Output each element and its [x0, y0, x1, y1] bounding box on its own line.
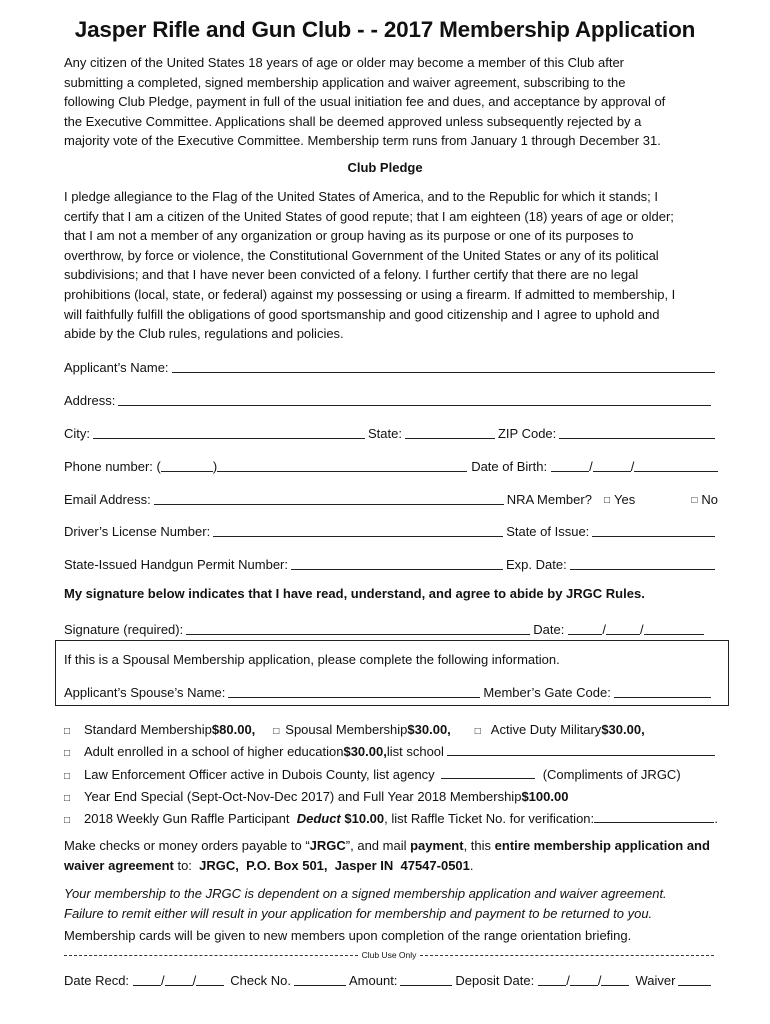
mail-text: . [469, 857, 474, 873]
intro-line: the Executive Committee. Applications shall be deemed approved unless subsequently rejected by a [64, 113, 642, 129]
date-slash: / [566, 973, 570, 988]
date-slash: / [639, 622, 644, 637]
pledge-line: certify that I am a citizen of the United States of good repute; that I am eighteen (18) years of age or older; [64, 208, 674, 224]
spousal-label: Spousal Membership [285, 722, 408, 737]
standard-label: Standard Membership [84, 722, 212, 737]
raffle-ticket-field[interactable] [594, 810, 714, 823]
waiver-label: Waiver [635, 973, 676, 988]
signature-year-field[interactable] [644, 620, 704, 635]
standard-checkbox[interactable]: □ [64, 726, 71, 737]
spouse-name-field[interactable] [228, 683, 480, 698]
amount-label: Amount: [349, 973, 398, 988]
pledge-heading: Club Pledge [347, 160, 423, 175]
address-row [64, 388, 714, 408]
zip-label: ZIP Code: [497, 426, 557, 441]
pledge-line: that I am not a member of any organization or group having as its purpose or one of its purposes to [64, 228, 634, 244]
name-row [64, 355, 718, 375]
state-label: State: [368, 426, 402, 441]
exp-label: Exp. Date: [506, 557, 567, 572]
dob-slash: / [589, 459, 593, 474]
raffle-price: $10.00 [340, 811, 385, 826]
nra-no-label: No [701, 492, 718, 507]
license-row [64, 519, 718, 539]
dependency-note [64, 884, 724, 923]
student-label: Adult enrolled in a school of higher education [84, 744, 344, 759]
yearend-price: $100.00 [521, 789, 569, 804]
phone-dob-row [64, 454, 718, 474]
pledge-line: prohibitions (local, state, or federal) against my possessing or using a firearm. If admitted to membership, I [64, 286, 676, 302]
spousal-checkbox[interactable]: □ [273, 726, 280, 737]
dob-year-field[interactable] [634, 457, 718, 472]
date-slash: / [597, 973, 602, 988]
signature-month-field[interactable] [568, 620, 602, 635]
email-label: Email Address: [64, 492, 151, 507]
option-row-leo [64, 764, 716, 782]
signature-date-label: Date: [533, 622, 565, 637]
raffle-checkbox[interactable]: □ [64, 815, 71, 826]
pledge-line: I pledge allegiance to the Flag of the United States of America, and to the Republic for which it stands; I [64, 189, 659, 204]
agency-field[interactable] [441, 766, 535, 779]
dob-slash: / [630, 459, 635, 474]
exp-field[interactable] [570, 555, 715, 570]
city-field[interactable] [93, 424, 365, 439]
permit-field[interactable] [291, 555, 503, 570]
dob-label: Date of Birth: [471, 459, 548, 474]
license-field[interactable] [213, 522, 503, 537]
check-no-field[interactable] [294, 971, 346, 986]
mail-entire: entire membership application and waiver agreement [64, 838, 710, 873]
name-field[interactable] [172, 358, 715, 373]
city-label: City: [64, 426, 90, 441]
state-issue-label: State of Issue: [506, 524, 590, 539]
military-price: $30.00, [601, 722, 645, 737]
raffle-label: 2018 Weekly Gun Raffle Participant [84, 811, 297, 826]
standard-price: $80.00, [211, 722, 256, 737]
date-slash: / [192, 973, 197, 988]
deposit-month-field[interactable] [538, 971, 566, 986]
military-checkbox[interactable]: □ [474, 726, 481, 737]
phone-field[interactable] [217, 457, 467, 472]
permit-row [64, 552, 718, 572]
intro-line: submitting a completed, signed membership application and waiver agreement, subscribing to the [64, 74, 626, 90]
dob-day-field[interactable] [593, 457, 631, 472]
mail-text: ”, and mail [345, 838, 411, 853]
state-field[interactable] [405, 424, 495, 439]
payee-name: JRGC [309, 838, 346, 853]
club-use-row [64, 968, 714, 988]
school-field[interactable] [447, 743, 715, 756]
phone-label: Phone number: ( [64, 459, 161, 474]
license-label: Driver’s License Number: [64, 524, 211, 539]
italic-line: Failure to remit either will result in your application for membership and payment to be returned to you. [64, 905, 653, 921]
date-slash: / [161, 973, 165, 988]
address-label: Address: [64, 393, 116, 408]
date-slash: / [602, 622, 606, 637]
mail-payment: payment [410, 838, 464, 853]
name-label: Applicant’s Name: [64, 360, 169, 375]
date-recd-day-field[interactable] [165, 971, 193, 986]
spouse-note: If this is a Spousal Membership application, please complete the following information. [64, 652, 560, 667]
email-nra-row [64, 487, 718, 507]
cards-note: Membership cards will be given to new members upon completion of the range orientation briefing. [64, 928, 632, 943]
option-row-student [64, 741, 718, 759]
waiver-field[interactable] [678, 971, 711, 986]
nra-yes-checkbox[interactable]: □ [603, 495, 610, 506]
gate-code-label: Member’s Gate Code: [483, 685, 611, 700]
dob-month-field[interactable] [551, 457, 589, 472]
spouse-note-row [64, 647, 718, 667]
signature-day-field[interactable] [606, 620, 640, 635]
raffle-end: . [714, 811, 718, 826]
club-use-divider [64, 950, 714, 960]
deposit-date-label: Deposit Date: [455, 973, 535, 988]
pledge-line: abide by the Club rules, regulations and policies. [64, 326, 344, 342]
military-label: Active Duty Military [490, 722, 602, 737]
date-recd-month-field[interactable] [133, 971, 161, 986]
yearend-checkbox[interactable]: □ [64, 793, 71, 804]
leo-tail: (Compliments of JRGC) [542, 767, 681, 782]
leo-label: Law Enforcement Officer active in Dubois County, list agency [84, 767, 435, 782]
phone-paren: ) [212, 459, 218, 474]
raffle-tail: , list Raffle Ticket No. for verification: [384, 811, 595, 826]
nra-yes-label: Yes [614, 492, 636, 507]
mail-address: JRGC, P.O. Box 501, Jasper IN 47547-0501 [199, 857, 470, 873]
divider-dash [420, 955, 714, 956]
student-tail: list school [386, 744, 444, 759]
intro-line: Any citizen of the United States 18 years of age or older may become a member of this Club after [64, 55, 625, 70]
nra-label: NRA Member? [506, 492, 592, 507]
signature-row [64, 617, 704, 637]
pledge-line: overthrow, by force or violence, the Constitutional Government of the United States or any of its political [64, 247, 659, 263]
permit-label: State-Issued Handgun Permit Number: [64, 557, 288, 572]
raffle-deduct: Deduct [296, 811, 341, 826]
club-use-label: Club Use Only [361, 950, 417, 960]
zip-field[interactable] [559, 424, 715, 439]
intro-paragraph [64, 53, 724, 151]
pledge-line: will faithfully fulfill the obligations of good sportsmanship and good citizenship and I agree to uphold and [64, 306, 660, 322]
date-recd-label: Date Recd: [64, 973, 130, 988]
student-checkbox[interactable]: □ [64, 748, 71, 759]
area-code-field[interactable] [161, 457, 213, 472]
option-row-main [64, 719, 724, 737]
nra-no-checkbox[interactable]: □ [691, 495, 698, 506]
spouse-name-label: Applicant’s Spouse’s Name: [64, 685, 226, 700]
spousal-price: $30.00, [407, 722, 451, 737]
signature-field[interactable] [186, 620, 530, 635]
mailing-instructions [64, 836, 724, 875]
deposit-day-field[interactable] [570, 971, 598, 986]
student-price: $30.00, [343, 744, 387, 759]
mail-text: Make checks or money orders payable to “ [64, 838, 310, 853]
date-recd-year-field[interactable] [196, 971, 224, 986]
leo-checkbox[interactable]: □ [64, 771, 71, 782]
option-row-yearend [64, 786, 724, 804]
address-field[interactable] [118, 391, 711, 406]
italic-line: Your membership to the JRGC is dependent on a signed membership application and waiver agreement. [64, 886, 667, 901]
amount-field[interactable] [400, 971, 452, 986]
divider-dash [64, 955, 358, 956]
gate-code-field[interactable] [614, 683, 711, 698]
intro-line: following Club Pledge, payment in full of the usual initiation fee and dues, and acceptance by approval of [64, 94, 666, 110]
intro-line: majority vote of the Executive Committee. Membership term runs from January 1 through December 31. [64, 133, 661, 149]
pledge-line: subdivisions; and that I have never been convicted of a felony. I further certify that there are no legal [64, 267, 639, 283]
check-no-label: Check No. [230, 973, 291, 988]
signature-label: Signature (required): [64, 622, 184, 637]
yearend-label: Year End Special (Sept-Oct-Nov-Dec 2017) and Full Year 2018 Membership [84, 789, 522, 804]
mail-text: , this [463, 838, 495, 853]
option-row-raffle [64, 808, 718, 826]
agreement-statement: My signature below indicates that I have read, understand, and agree to abide by JRGC Rules. [64, 586, 645, 601]
deposit-year-field[interactable] [601, 971, 629, 986]
city-state-zip-row [64, 421, 718, 441]
email-field[interactable] [154, 490, 504, 505]
pledge-paragraph [64, 187, 724, 344]
state-issue-field[interactable] [592, 522, 715, 537]
mail-text: to: [173, 857, 200, 873]
spouse-name-row [64, 680, 714, 700]
page-title: Jasper Rifle and Gun Club - - 2017 Membership Application [74, 17, 696, 42]
